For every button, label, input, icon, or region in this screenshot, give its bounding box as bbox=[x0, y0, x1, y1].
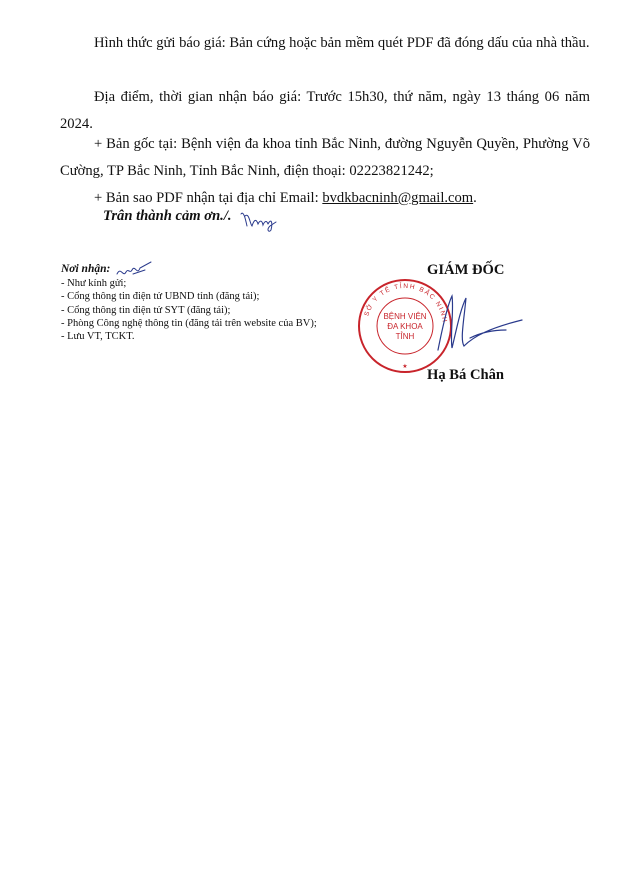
signer-name: Hạ Bá Chân bbox=[427, 367, 505, 383]
thanks-line: Trân thành cảm ơn./. bbox=[103, 208, 232, 224]
pdf-copy-suffix: . bbox=[473, 190, 477, 206]
stamp-line-1: BỆNH VIỆN bbox=[383, 312, 427, 321]
stamp-outer-text: SỞ Y TẾ TỈNH BẮC NINH bbox=[363, 282, 448, 324]
recipients-block bbox=[61, 263, 361, 343]
recipient-item: - Phòng Công nghệ thông tin (đăng tải trên website của BV); bbox=[61, 317, 317, 329]
pdf-copy-prefix: + Bản sao PDF nhận tại địa chỉ Email: bbox=[94, 190, 323, 206]
recipient-item: - Như kính gửi; bbox=[61, 278, 127, 290]
director-title: GIÁM ĐỐC bbox=[427, 262, 505, 278]
email-link[interactable]: bvdkbacninh@gmail.com bbox=[322, 190, 474, 206]
submission-form-paragraph: Hình thức gửi báo giá: Bản cứng hoặc bản mềm quét PDF đã đóng dấu của nhà thầu. bbox=[94, 35, 590, 51]
handwritten-initial bbox=[113, 260, 153, 282]
stamp-line-3: TỈNH bbox=[395, 332, 415, 341]
recipient-item: - Cổng thông tin điện tử SYT (đăng tải); bbox=[61, 304, 231, 316]
recipients-heading: Nơi nhận: bbox=[61, 263, 111, 275]
recipient-item: - Cổng thông tin điện tử UBND tỉnh (đăng tải); bbox=[61, 291, 260, 303]
recipient-item: - Lưu VT, TCKT. bbox=[61, 331, 135, 343]
original-copy-paragraph: + Bản gốc tại: Bệnh viện đa khoa tỉnh Bắc Ninh, đường Nguyễn Quyền, Phường Võ Cường, TP Bắc Ninh, Tỉnh Bắc Ninh, điện thoại: 02223821242; bbox=[60, 136, 590, 179]
recipients-list bbox=[61, 277, 361, 343]
handwritten-initial bbox=[238, 208, 278, 234]
stamp-line-2: ĐA KHOA bbox=[387, 322, 423, 331]
place-time-paragraph: Địa điểm, thời gian nhận báo giá: Trước 15h30, thứ năm, ngày 13 tháng 06 năm 2024. bbox=[60, 89, 590, 132]
svg-text:★: ★ bbox=[402, 363, 408, 370]
director-signature bbox=[430, 290, 530, 360]
